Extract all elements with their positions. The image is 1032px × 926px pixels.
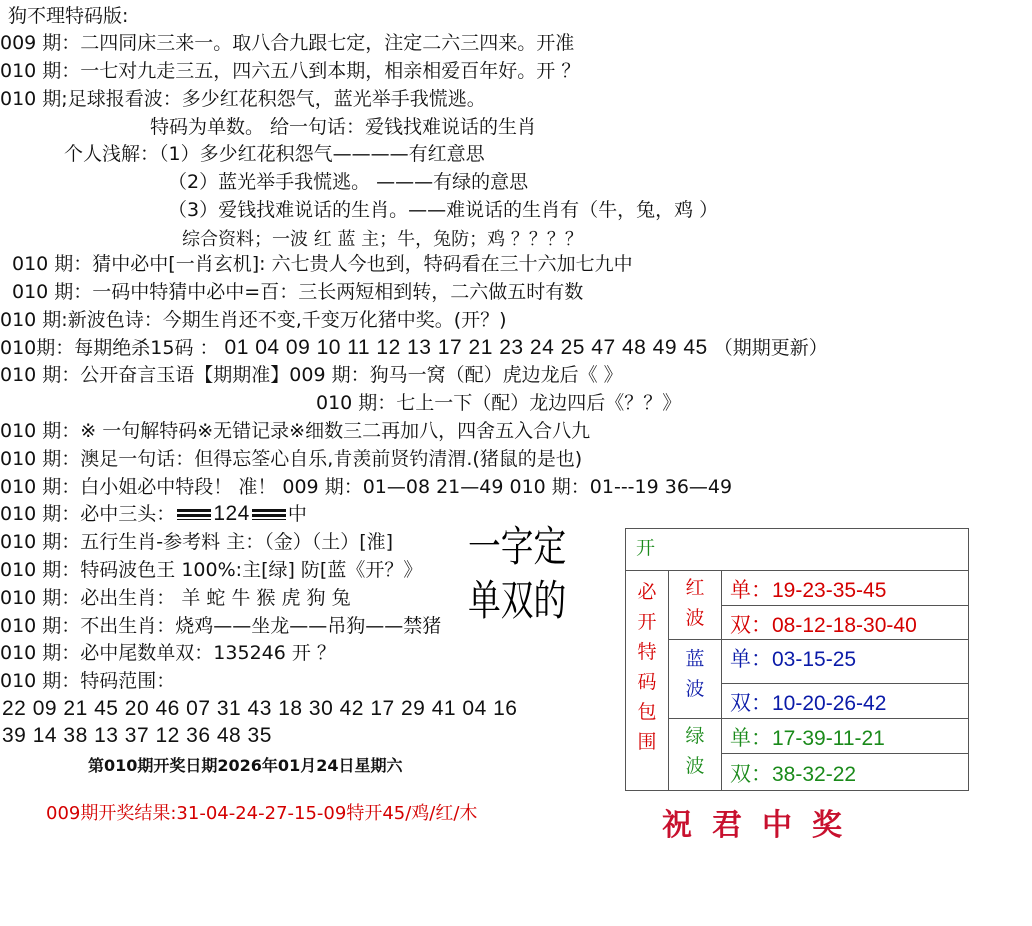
text-line: 特码为单数。 给一句话：爱钱找难说话的生肖: [150, 116, 537, 138]
draw-result: 009期开奖结果:31-04-24-27-15-09特开45/鸡/红/木: [46, 803, 478, 824]
text-line: 010 期：必出生肖： 羊 蛇 牛 猴 虎 狗 兔: [0, 587, 351, 609]
text-line: 010 期：特码波色王 100%:主[绿] 防[蓝《开？》: [0, 559, 423, 581]
three-heads-numbers: 124: [213, 502, 250, 525]
range-numbers: 22 09 21 45 20 46 07 31 43 18 30 42 17 29 41 04 16: [2, 697, 518, 720]
three-heads-label: 010 期：必中三头：: [0, 503, 176, 525]
text-line: 010 期:新波色诗：今期生肖还不变,千变万化猪中奖。(开？): [0, 309, 507, 331]
box-side-label: 必开特码包围: [625, 570, 669, 791]
red-odd-row: 单：19-23-35-45: [721, 570, 969, 606]
green-odd-row: 单：17-39-11-21: [721, 718, 969, 754]
text-line: （2）蓝光举手我慌逃。 ———有绿的意思: [168, 171, 529, 193]
red-wave-label: 红波: [668, 570, 722, 640]
text-line: 010 期;足球报看波：多少红花积怨气，蓝光举手我慌逃。: [0, 88, 486, 110]
text-line: 010 期：一码中特猜中必中=百：三长两短相到转，二六做五时有数: [12, 281, 584, 303]
blue-wave-label: 蓝波: [668, 639, 722, 719]
good-luck-text: 祝君中奖: [662, 808, 862, 843]
text-line: （3）爱钱找难说话的生肖。——难说话的生肖有（牛，兔，鸡 ）: [168, 199, 719, 221]
text-line: 010 期：特码范围：: [0, 670, 176, 692]
three-heads-line: [0, 502, 307, 526]
kill-numbers-line: [0, 336, 828, 360]
three-heads-tail: 中: [287, 503, 307, 525]
slogan: 一字定单双的: [468, 522, 567, 625]
color-wave-box: [625, 528, 969, 791]
kill-numbers: 01 04 09 10 11 12 13 17 21 23 24 25 47 48 49 45: [224, 336, 708, 359]
text-line: 综合资料；一波 红 蓝 主；牛，兔防；鸡 ？？？？: [182, 229, 583, 250]
blue-odd-row: 单：03-15-25: [721, 639, 969, 684]
kill-label: 010期：每期绝杀15码 ：: [0, 337, 219, 359]
blue-even-row: 双：10-20-26-42: [721, 683, 969, 719]
decor-bar: [252, 509, 286, 520]
green-wave-label: 绿波: [668, 718, 722, 791]
text-line: 009 期：二四同床三来一。取八合九跟七定，注定二六三四来。开准: [0, 32, 575, 54]
text-line: 010 期：公开奋言玉语【期期准】009 期：狗马一窝（配）虎边龙后《 》: [0, 364, 623, 386]
red-even-row: 双：08-12-18-30-40: [721, 605, 969, 640]
text-line: 个人浅解：（1）多少红花积怨气————有红意思: [64, 143, 485, 165]
page-header: 狗不理特码版:: [8, 5, 129, 27]
text-line: 010 期：※ 一句解特码※无错记录※细数三二再加八，四舍五入合八九: [0, 420, 591, 442]
draw-date: 第010期开奖日期2026年01月24日星期六: [88, 756, 403, 775]
box-title: 开: [625, 528, 969, 571]
text-line: 010 期：必中尾数单双：135246 开 ？: [0, 642, 336, 664]
range-numbers: 39 14 38 13 37 12 36 48 35: [2, 724, 272, 747]
green-even-row: 双：38-32-22: [721, 753, 969, 791]
text-line: 010 期：澳足一句话：但得忘筌心自乐,肯羡前贤钓清渭.(猪鼠的是也): [0, 448, 583, 470]
text-line: 010 期：一七对九走三五，四六五八到本期，相亲相爱百年好。开 ？: [0, 60, 581, 82]
text-line: 010 期：猜中必中[一肖玄机]: 六七贵人今也到，特码看在三十六加七九中: [12, 253, 633, 275]
decor-bar: [177, 509, 211, 520]
text-line: 010 期：五行生肖-参考料 主：（金）（土）[淮]: [0, 531, 394, 553]
text-line: 010 期：七上一下（配）龙边四后《？？》: [316, 392, 682, 414]
kill-tail: （期期更新）: [713, 337, 828, 359]
text-line: 010 期：白小姐必中特段！ 准！ 009 期：01—08 21—49 010 期：01---19 36—49: [0, 476, 733, 498]
text-line: 010 期：不出生肖：烧鸡——坐龙——吊狗——禁猪: [0, 615, 442, 637]
